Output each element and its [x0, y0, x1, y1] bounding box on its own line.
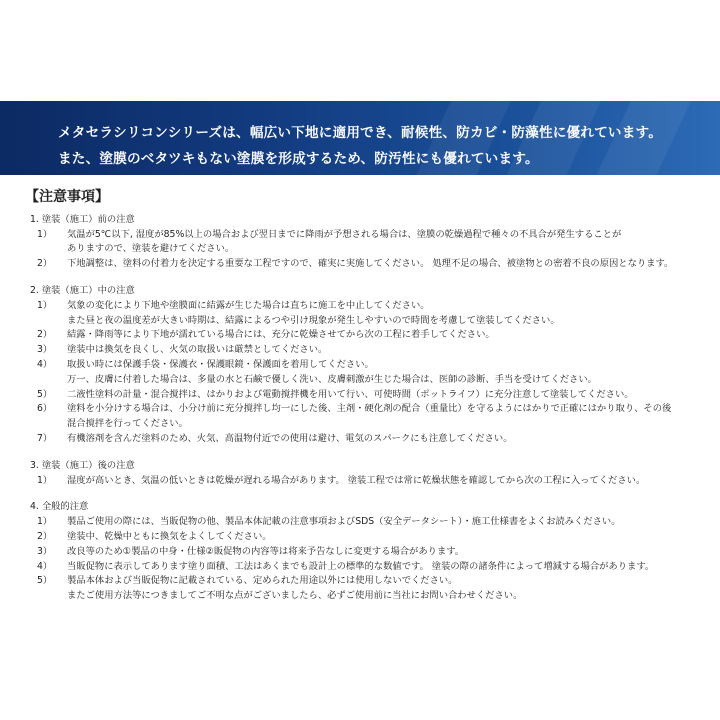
notes-section — [27, 284, 717, 447]
notes-sections — [27, 213, 717, 604]
item-text: 下地調整は、塗料の付着力を決定する重要な工程ですので、確実に実施してください。 処理不足の場合、被塗物との密着不良の原因となります。 — [67, 258, 674, 270]
item-text-continued: 混合撹拌を行ってください。 — [67, 418, 188, 430]
item-text: 当販促物に表示してあります塗り面積、工法はあくまでも設計上の標準的な数値です。 塗装の際の諸条件によって増減する場合があります。 — [67, 560, 655, 572]
section-title: 2. 塗装（施工）中の注意 — [30, 284, 135, 296]
item-number: 7） — [37, 432, 53, 444]
item-text: 塗装中は換気を良くし、火気の取扱いは厳禁としてください。 — [67, 344, 328, 356]
list-item — [27, 574, 717, 589]
list-item — [27, 257, 717, 272]
list-item — [27, 299, 717, 314]
section-title: 4. 全般的注意 — [30, 501, 89, 513]
list-item — [27, 530, 717, 545]
item-number: 2） — [37, 258, 53, 270]
item-text-continued: 万一、皮膚に付着した場合は、多量の水と石鹸で優しく洗い、皮膚刺激が生じた場合は、医師の診断、手当を受けてください。 — [67, 373, 597, 385]
list-item — [27, 228, 717, 243]
item-number: 1） — [37, 299, 53, 311]
list-item — [27, 402, 717, 417]
item-number: 4） — [37, 560, 53, 572]
item-text: 結露・降雨等により下地が濡れている場合には、充分に乾燥させてから次の工程に着手してください。 — [67, 329, 495, 341]
item-text: 湿度が高いとき、気温の低いときは乾燥が遅れる場合があります。 塗装工程では常に乾燥状態を確認してから次の工程に入ってください。 — [67, 474, 646, 486]
banner-line-1: メタセラシリコンシリーズは、幅広い下地に適用でき、耐候性、防カビ・防藻性に優れています。 — [58, 125, 662, 141]
item-number: 3） — [37, 344, 53, 356]
item-number: 5） — [37, 388, 53, 400]
banner-line-2: また、塗膜のベタツキもない塗膜を形成するため、防汚性にも優れています。 — [58, 151, 539, 167]
item-text: 取扱い時には保護手袋・保護衣・保護眼鏡・保護面を着用してください。 — [67, 358, 374, 370]
item-number: 2） — [37, 530, 53, 542]
list-item — [27, 545, 717, 560]
header-banner — [0, 101, 720, 175]
item-number: 3） — [37, 545, 53, 557]
item-text-continued: またご使用方法等につきましてご不明な点がございましたら、必ずご使用前に当社にお問い合わせください。 — [67, 590, 523, 602]
section-title: 3. 塗装（施工）後の注意 — [30, 459, 135, 471]
item-text: 製品本体および当販促物に記載されている、定められた用途以外には使用しないでください。 — [67, 575, 458, 587]
notes-heading: 【注意事項】 — [25, 189, 109, 205]
item-text: 製品ご使用の際には、当販促物の他、製品本体記載の注意事項およびSDS（安全データシート）・施工仕様書をよくお読みください。 — [67, 516, 621, 528]
item-text: 塗装中、乾燥中ともに換気をよくしてください。 — [67, 530, 272, 542]
list-item — [27, 388, 717, 403]
item-text: 気温が5℃以下, 湿度が85%以上の場合および翌日までに降雨が予想される場合は、塗膜の乾燥過程で種々の不具合が発生することが — [67, 228, 622, 240]
list-item — [27, 343, 717, 358]
item-number: 5） — [37, 575, 53, 587]
item-number: 1） — [37, 516, 53, 528]
item-text: 改良等のため①製品の中身・仕様②販促物の内容等は将来予告なしに変更する場合があります。 — [67, 545, 465, 557]
list-item — [27, 560, 717, 575]
item-text-continued: また昼と夜の温度差が大きい時期は、結露によるつや引け現象が発生しやすいので時間を考慮して塗装してください。 — [67, 314, 560, 326]
list-item — [27, 474, 717, 489]
item-text: 塗料を小分けする場合は、小分け前に充分撹拌し均一にした後、主剤・硬化剤の配合（重量比）を守るようにはかりで正確にはかり取り、その後 — [67, 403, 672, 415]
section-title: 1. 塗装（施工）前の注意 — [30, 213, 135, 225]
notes-section — [27, 500, 717, 604]
item-text-continued: ありますので、塗装を避けてください。 — [67, 243, 235, 255]
item-text: 有機溶剤を含んだ塗料のため、火気、高温物付近での使用は避け、電気のスパークにも注意してください。 — [67, 432, 513, 444]
notes-section — [27, 459, 717, 489]
notes-content — [27, 190, 717, 616]
item-number: 2） — [37, 329, 53, 341]
list-item — [27, 328, 717, 343]
list-item — [27, 432, 717, 447]
item-number: 6） — [37, 403, 53, 415]
item-number: 4） — [37, 358, 53, 370]
list-item — [27, 358, 717, 373]
notes-section — [27, 213, 717, 272]
item-text: 二液性塗料の計量・混合撹拌は、はかりおよび電動撹拌機を用いて行い、可使時間（ポットライフ）に充分注意して塗装してください。 — [67, 388, 634, 400]
list-item — [27, 515, 717, 530]
item-number: 1） — [37, 474, 53, 486]
item-text: 気象の変化により下地や塗膜面に結露が生じた場合は直ちに施工を中止してください。 — [67, 299, 430, 311]
item-number: 1） — [37, 228, 53, 240]
